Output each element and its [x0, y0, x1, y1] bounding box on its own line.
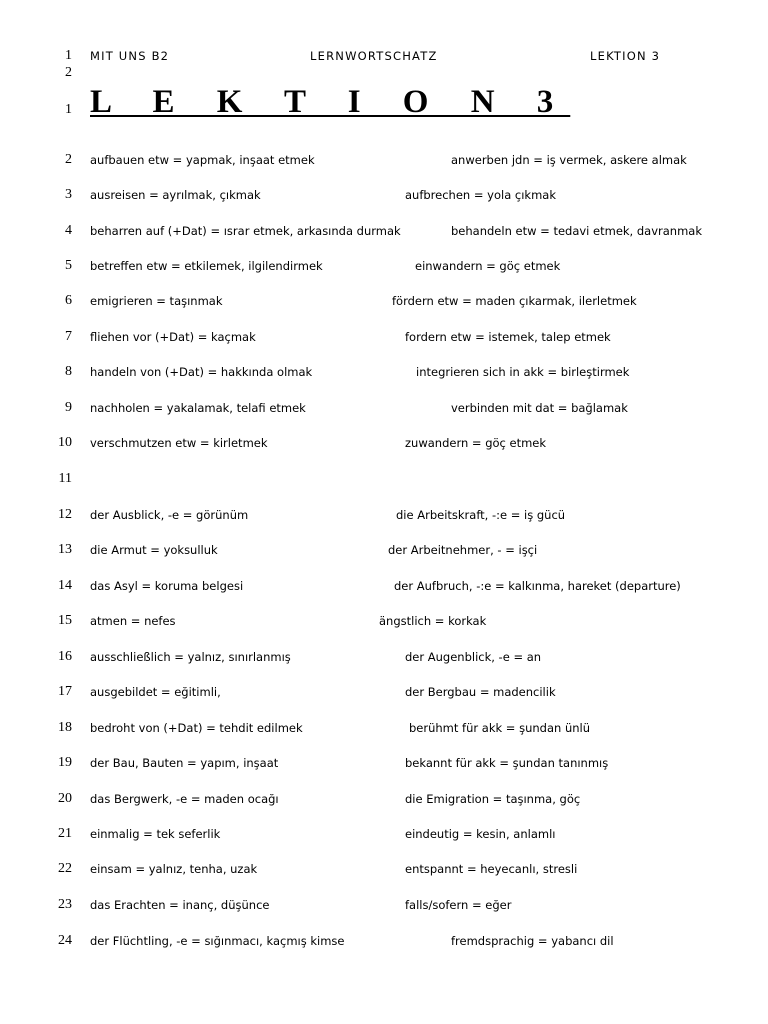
line-number: 12	[58, 507, 72, 522]
header-center: LERNWORTSCHATZ	[310, 49, 438, 63]
vocab-left: einsam = yalnız, tenha, uzak	[90, 862, 258, 876]
vocab-right: der Bergbau = madencilik	[405, 685, 556, 699]
vocab-left: verschmutzen etw = kirletmek	[90, 436, 268, 450]
vocab-left: fliehen vor (+Dat) = kaçmak	[90, 330, 256, 344]
vocab-left: handeln von (+Dat) = hakkında olmak	[90, 365, 313, 379]
line-number: 2	[65, 65, 72, 80]
vocab-left: ausgebildet = eğitimli,	[90, 685, 221, 699]
vocab-left: emigrieren = taşınmak	[90, 294, 223, 308]
vocab-left: betreffen etw = etkilemek, ilgilendirmek	[90, 259, 323, 273]
line-number: 1	[65, 48, 72, 63]
line-number: 9	[65, 400, 72, 415]
vocab-left: der Ausblick, -e = görünüm	[90, 508, 249, 522]
vocab-right: fremdsprachig = yabancı dil	[451, 934, 614, 948]
line-number: 18	[58, 720, 72, 735]
line-number: 19	[58, 755, 72, 770]
line-number: 10	[58, 435, 72, 450]
vocab-left: aufbauen etw = yapmak, inşaat etmek	[90, 153, 315, 167]
vocab-right: der Aufbruch, -:e = kalkınma, hareket (departure)	[394, 579, 681, 593]
line-number: 21	[58, 826, 72, 841]
vocab-right: ängstlich = korkak	[379, 614, 487, 628]
line-number: 5	[65, 258, 72, 273]
vocab-left: das Erachten = inanç, düşünce	[90, 898, 270, 912]
line-number: 7	[65, 329, 72, 344]
vocab-right: anwerben jdn = iş vermek, askere almak	[451, 153, 687, 167]
line-number: 15	[58, 613, 72, 628]
line-number: 13	[58, 542, 72, 557]
vocab-left: ausschließlich = yalnız, sınırlanmış	[90, 650, 291, 664]
vocab-left: der Bau, Bauten = yapım, inşaat	[90, 756, 279, 770]
vocab-right: bekannt für akk = şundan tanınmış	[405, 756, 609, 770]
line-number: 20	[58, 791, 72, 806]
vocab-right: entspannt = heyecanlı, stresli	[405, 862, 578, 876]
line-number: 11	[58, 471, 72, 486]
vocab-right: verbinden mit dat = bağlamak	[451, 401, 628, 415]
vocab-right: aufbrechen = yola çıkmak	[405, 188, 556, 202]
vocab-left: das Asyl = koruma belgesi	[90, 579, 244, 593]
line-number: 8	[65, 364, 72, 379]
vocab-left: atmen = nefes	[90, 614, 176, 628]
vocab-left: nachholen = yakalamak, telafi etmek	[90, 401, 306, 415]
line-number: 3	[65, 187, 72, 202]
vocab-left: bedroht von (+Dat) = tehdit edilmek	[90, 721, 303, 735]
vocab-right: falls/sofern = eğer	[405, 898, 512, 912]
vocab-right: die Arbeitskraft, -:e = iş gücü	[396, 508, 566, 522]
vocab-right: der Arbeitnehmer, - = işçi	[388, 543, 538, 557]
vocab-left: einmalig = tek seferlik	[90, 827, 221, 841]
line-number: 1	[65, 102, 72, 117]
page-title: L E K T I O N 3	[90, 84, 571, 120]
line-number: 4	[65, 223, 72, 238]
header-left: MIT UNS B2	[90, 49, 170, 63]
line-number: 6	[65, 293, 72, 308]
line-number: 23	[58, 897, 72, 912]
vocab-left: beharren auf (+Dat) = ısrar etmek, arkasında durmak	[90, 224, 401, 238]
line-number: 16	[58, 649, 72, 664]
vocab-right: der Augenblick, -e = an	[405, 650, 542, 664]
vocab-right: eindeutig = kesin, anlamlı	[405, 827, 556, 841]
vocab-left: ausreisen = ayrılmak, çıkmak	[90, 188, 261, 202]
vocab-right: zuwandern = göç etmek	[405, 436, 547, 450]
vocab-right: integrieren sich in akk = birleştirmek	[416, 365, 630, 379]
vocab-right: die Emigration = taşınma, göç	[405, 792, 581, 806]
vocab-right: behandeln etw = tedavi etmek, davranmak	[451, 224, 702, 238]
header-right: LEKTION 3	[590, 49, 661, 63]
line-number: 2	[65, 152, 72, 167]
vocab-right: fordern etw = istemek, talep etmek	[405, 330, 611, 344]
vocab-right: berühmt für akk = şundan ünlü	[409, 721, 591, 735]
vocab-left: der Flüchtling, -e = sığınmacı, kaçmış kimse	[90, 934, 345, 948]
vocab-right: fördern etw = maden çıkarmak, ilerletmek	[392, 294, 637, 308]
vocab-right: einwandern = göç etmek	[415, 259, 561, 273]
line-number: 22	[58, 861, 72, 876]
vocab-left: die Armut = yoksulluk	[90, 543, 218, 557]
line-number: 17	[58, 684, 72, 699]
line-number: 14	[58, 578, 72, 593]
line-number: 24	[58, 933, 72, 948]
vocab-left: das Bergwerk, -e = maden ocağı	[90, 792, 279, 806]
